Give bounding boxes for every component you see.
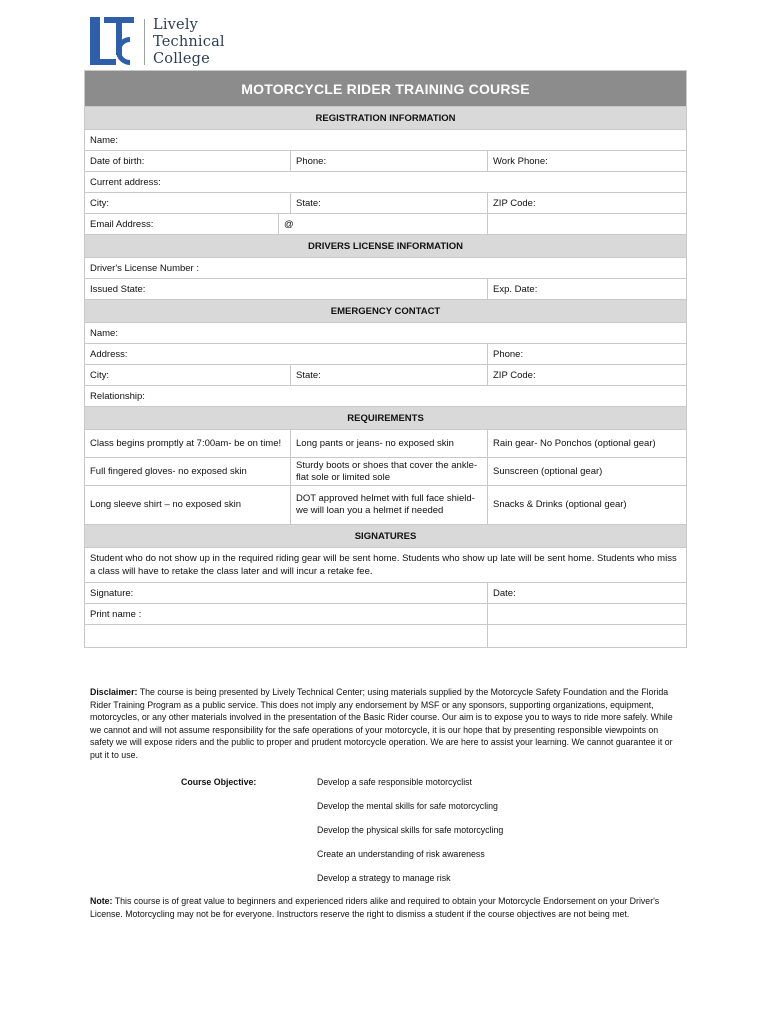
signature-field[interactable]: Signature:	[85, 583, 488, 604]
requirement-cell: Class begins promptly at 7:00am- be on time!	[85, 430, 291, 458]
requirement-cell: Long pants or jeans- no exposed skin	[291, 430, 488, 458]
email-label: Email Address:	[85, 214, 279, 235]
emergency-phone-field[interactable]: Phone:	[488, 344, 687, 365]
section-license-heading: DRIVERS LICENSE INFORMATION	[85, 235, 687, 258]
requirement-cell: Sunscreen (optional gear)	[488, 458, 687, 486]
college-logo	[86, 14, 225, 70]
section-emergency-heading: EMERGENCY CONTACT	[85, 300, 687, 323]
zip-field[interactable]: ZIP Code:	[488, 193, 687, 214]
disclaimer-text: The course is being presented by Lively Technical Center; using materials supplied by the Motorcycle Safety Foundation and the Florida Rider Training Program as a public service. This does not imply any endorsement by MSF or any sponsors, supporting organizations, equipment, motorcycles, or any other materials involved in the presentation of the Basic Rider course. Our aim is to expose you to ways to ride more safely. While we cannot and will not assume responsibility for the safe operations of your motorcycle, it is our hope that by presenting responsible viewpoints on safety we will expose riders and the public to proper and prudent motorcycle operation. We are here to assist your learning. We cannot guarantee it or put it to use.	[90, 687, 673, 760]
registration-form	[84, 70, 687, 648]
final-note-label: Note:	[90, 896, 113, 906]
section-registration-heading: REGISTRATION INFORMATION	[85, 107, 687, 130]
logo-line-3: College	[153, 50, 210, 67]
section-requirements-heading: REQUIREMENTS	[85, 407, 687, 430]
dob-field[interactable]: Date of birth:	[85, 151, 291, 172]
current-address-field[interactable]: Current address:	[85, 172, 687, 193]
objective-item: Develop the physical skills for safe motorcycling	[317, 825, 504, 835]
course-objective-label: Course Objective:	[181, 777, 257, 787]
logo-line-1: Lively	[153, 16, 199, 33]
logo-line-2: Technical	[153, 33, 225, 50]
requirement-cell: Full fingered gloves- no exposed skin	[85, 458, 291, 486]
emergency-address-field[interactable]: Address:	[85, 344, 488, 365]
emergency-relationship-field[interactable]: Relationship:	[85, 386, 687, 407]
work-phone-field[interactable]: Work Phone:	[488, 151, 687, 172]
state-field[interactable]: State:	[291, 193, 488, 214]
disclaimer-label: Disclaimer:	[90, 687, 138, 697]
requirement-cell: DOT approved helmet with full face shield- we will loan you a helmet if needed	[291, 486, 488, 525]
email-field-tail	[488, 214, 687, 235]
ltc-monogram-icon	[86, 15, 138, 69]
form-title: MOTORCYCLE RIDER TRAINING COURSE	[85, 71, 687, 107]
exp-date-field[interactable]: Exp. Date:	[488, 279, 687, 300]
requirement-cell: Long sleeve shirt – no exposed skin	[85, 486, 291, 525]
print-name-field[interactable]: Print name :	[85, 604, 488, 625]
emergency-zip-field[interactable]: ZIP Code:	[488, 365, 687, 386]
city-field[interactable]: City:	[85, 193, 291, 214]
requirement-cell: Snacks & Drinks (optional gear)	[488, 486, 687, 525]
logo-wordmark	[153, 17, 225, 68]
license-number-field[interactable]: Driver's License Number :	[85, 258, 687, 279]
email-field[interactable]	[279, 214, 488, 235]
print-name-extra-cell[interactable]	[488, 604, 687, 625]
blank-row-cell[interactable]	[488, 625, 687, 648]
objective-item: Create an understanding of risk awareness	[317, 849, 485, 859]
blank-row-cell[interactable]	[85, 625, 488, 648]
signature-date-field[interactable]: Date:	[488, 583, 687, 604]
emergency-state-field[interactable]: State:	[291, 365, 488, 386]
emergency-city-field[interactable]: City:	[85, 365, 291, 386]
final-note-text: This course is of great value to beginners and experienced riders alike and required to obtain your Motorcycle Endorsement on your Driver's License. Motorcycling may not be for everyone. Instructors reserve the right to dismiss a student if the course objectives are not being met.	[90, 896, 660, 919]
final-note-paragraph	[90, 895, 680, 920]
objective-item: Develop a safe responsible motorcyclist	[317, 777, 472, 787]
issued-state-field[interactable]: Issued State:	[85, 279, 488, 300]
at-sign: @	[284, 218, 294, 230]
disclaimer-paragraph	[90, 686, 680, 762]
requirement-cell: Sturdy boots or shoes that cover the ankle- flat sole or limited sole	[291, 458, 488, 486]
name-field[interactable]: Name:	[85, 130, 687, 151]
objective-item: Develop the mental skills for safe motorcycling	[317, 801, 498, 811]
gear-policy-note: Student who do not show up in the required riding gear will be sent home. Students who show up late will be sent home. Students who miss a class will have to retake the class later and will incur a retake fee.	[85, 548, 687, 583]
section-signatures-heading: SIGNATURES	[85, 525, 687, 548]
objective-item: Develop a strategy to manage risk	[317, 873, 451, 883]
requirement-cell: Rain gear- No Ponchos (optional gear)	[488, 430, 687, 458]
phone-field[interactable]: Phone:	[291, 151, 488, 172]
logo-divider	[144, 19, 145, 65]
emergency-name-field[interactable]: Name:	[85, 323, 687, 344]
